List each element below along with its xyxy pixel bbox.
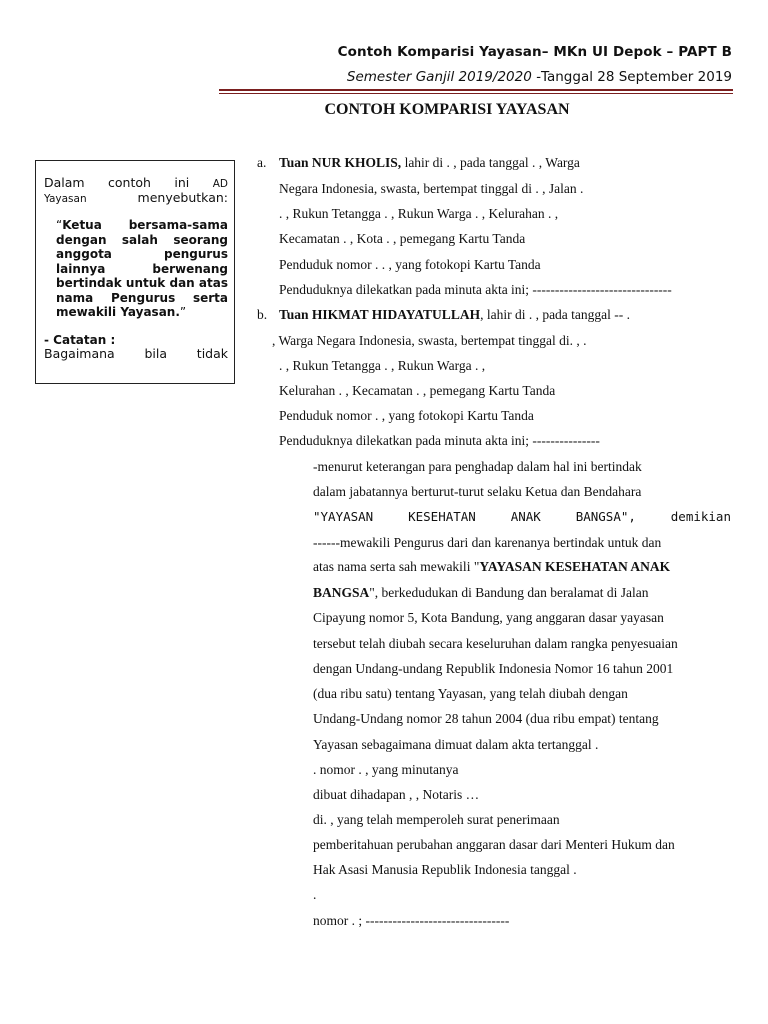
header-semester-date xyxy=(347,69,732,85)
body-line: dibuat dihadapan , , Notaris … xyxy=(313,787,480,802)
body-line: (dua ribu satu) tentang Yayasan, yang telah diubah dengan xyxy=(313,686,628,701)
body-line: ------mewakili Pengurus dari dan karenanya bertindak untuk dan xyxy=(313,535,662,550)
header-semester: Semester Ganjil 2019/2020 - xyxy=(346,69,541,85)
header-rule-thick xyxy=(219,89,733,91)
body-line: pemberitahuan perubahan anggaran dasar dari Menteri Hukum dan xyxy=(313,837,675,852)
item-a-line: Penduduknya dilekatkan pada minuta akta ini; ------------------------------- xyxy=(279,282,672,297)
item-a-line: Negara Indonesia, swasta, bertempat tinggal di . , Jalan . xyxy=(279,181,584,196)
body-line: dengan Undang-undang Republik Indonesia Nomor 16 tahun 2001 xyxy=(313,661,674,676)
body-line: Cipayung nomor 5, Kota Bandung, yang anggaran dasar yayasan xyxy=(313,610,664,625)
item-a-line: . , Rukun Tetangga . , Rukun Warga . , Kelurahan . , xyxy=(279,206,559,221)
note-quote: “Ketua bersama-sama dengan salah seorang anggota pengurus lainnya berwenang bertindak untuk dan atas nama Pengurus serta mewakili Yayasan.” xyxy=(56,218,228,319)
list-marker-a: a. xyxy=(257,155,267,170)
body-line: Hak Asasi Manusia Republik Indonesia tanggal . xyxy=(313,862,577,877)
item-b-line: Penduduk nomor . , yang fotokopi Kartu Tanda xyxy=(279,408,534,423)
item-b-line: . , Rukun Tetangga . , Rukun Warga . , xyxy=(279,358,486,373)
body-line: Yayasan sebagaimana dimuat dalam akta tertanggal . xyxy=(313,737,599,752)
item-a-line: Penduduk nomor . . , yang fotokopi Kartu Tanda xyxy=(279,257,541,272)
body-line: BANGSA", berkedudukan di Bandung dan beralamat di Jalan xyxy=(313,585,649,600)
document-title: CONTOH KOMPARISI YAYASAN xyxy=(324,101,570,118)
note-label: - Catatan : xyxy=(44,332,116,347)
item-b-line: Kelurahan . , Kecamatan . , pemegang Kartu Tanda xyxy=(279,383,556,398)
header-date: Tanggal 28 September 2019 xyxy=(540,69,732,85)
note-intro: Dalam contoh ini AD Yayasan menyebutkan: xyxy=(44,175,228,205)
body-line: atas nama serta sah mewakili "YAYASAN KESEHATAN ANAK xyxy=(313,559,671,574)
note-box xyxy=(35,160,235,384)
body-line: Undang-Undang nomor 28 tahun 2004 (dua ribu empat) tentang xyxy=(313,711,659,726)
body-line: tersebut telah diubah secara keseluruhan dalam rangka penyesuaian xyxy=(313,636,678,651)
note-text: Bagaimana bila tidak xyxy=(44,345,228,361)
body-line: -menurut keterangan para penghadap dalam hal ini bertindak xyxy=(313,459,642,474)
list-marker-b: b. xyxy=(257,307,268,322)
header-course: Contoh Komparisi Yayasan– MKn UI Depok – PAPT B xyxy=(337,44,732,60)
body-line: . xyxy=(313,887,317,902)
item-b-line: Penduduknya dilekatkan pada minuta akta ini; --------------- xyxy=(279,433,600,448)
header-rule-thin xyxy=(219,93,733,94)
body-line-foundation-name: "YAYASAN KESEHATAN ANAK BANGSA", demikian xyxy=(313,509,731,524)
body-line: nomor . ; -------------------------------- xyxy=(313,913,510,928)
item-b-line: Tuan HIKMAT HIDAYATULLAH, lahir di . , pada tanggal -- . xyxy=(279,307,631,322)
item-b-line: , Warga Negara Indonesia, swasta, bertempat tinggal di. , . xyxy=(272,333,587,348)
body-line: dalam jabatannya berturut-turut selaku Ketua dan Bendahara xyxy=(313,484,642,499)
item-a-line: Kecamatan . , Kota . , pemegang Kartu Tanda xyxy=(279,231,526,246)
body-line: . nomor . , yang minutanya xyxy=(313,762,459,777)
item-a-line: Tuan NUR KHOLIS, lahir di . , pada tanggal . , Warga xyxy=(279,155,580,170)
body-line: di. , yang telah memperoleh surat penerimaan xyxy=(313,812,560,827)
